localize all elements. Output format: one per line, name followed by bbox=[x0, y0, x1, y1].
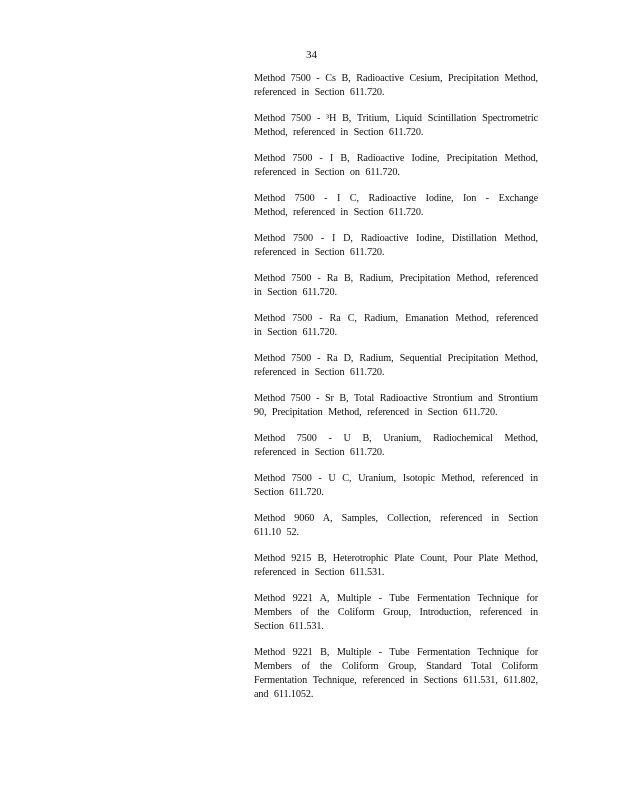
list-item: Method 7500 - I B, Radioactive Iodine, Precipitation Method, referenced in Section on 611.720. bbox=[254, 153, 538, 178]
list-item: Method 9215 B, Heterotrophic Plate Count, Pour Plate Method, referenced in Section 611.531. bbox=[254, 553, 538, 578]
list-item: Method 9221 B, Multiple - Tube Fermentation Technique for Members of the Coliform Group, Standard Total Coliform Fermentation Technique, referenced in Sections 611.531, 611.802, and 611.1052. bbox=[254, 647, 538, 700]
list-item: Method 7500 - I C, Radioactive Iodine, Ion - Exchange Method, referenced in Section 611.720. bbox=[254, 193, 538, 218]
list-item: Method 7500 - ³H B, Tritium, Liquid Scintillation Spectrometric Method, referenced in Section 611.720. bbox=[254, 113, 538, 138]
list-item: Method 7500 - Ra B, Radium, Precipitation Method, referenced in Section 611.720. bbox=[254, 273, 538, 298]
list-item: Method 9221 A, Multiple - Tube Fermentation Technique for Members of the Coliform Group, Introduction, referenced in Section 611.531. bbox=[254, 593, 538, 632]
list-item: Method 7500 - U B, Uranium, Radiochemical Method, referenced in Section 611.720. bbox=[254, 433, 538, 458]
list-item: Method 7500 - Cs B, Radioactive Cesium, Precipitation Method, referenced in Section 611.720. bbox=[254, 73, 538, 98]
list-item: Method 7500 - I D, Radioactive Iodine, Distillation Method, referenced in Section 611.720. bbox=[254, 233, 538, 258]
method-reference-list bbox=[254, 72, 538, 714]
list-item: Method 7500 - U C, Uranium, Isotopic Method, referenced in Section 611.720. bbox=[254, 473, 538, 498]
list-item: Method 7500 - Sr B, Total Radioactive Strontium and Strontium 90, Precipitation Method, referenced in Section 611.720. bbox=[254, 393, 538, 418]
list-item: Method 7500 - Ra C, Radium, Emanation Method, referenced in Section 611.720. bbox=[254, 313, 538, 338]
list-item: Method 7500 - Ra D, Radium, Sequential Precipitation Method, referenced in Section 611.720. bbox=[254, 353, 538, 378]
page-number: 34 bbox=[306, 49, 317, 61]
list-item: Method 9060 A, Samples, Collection, referenced in Section 611.10 52. bbox=[254, 513, 538, 538]
